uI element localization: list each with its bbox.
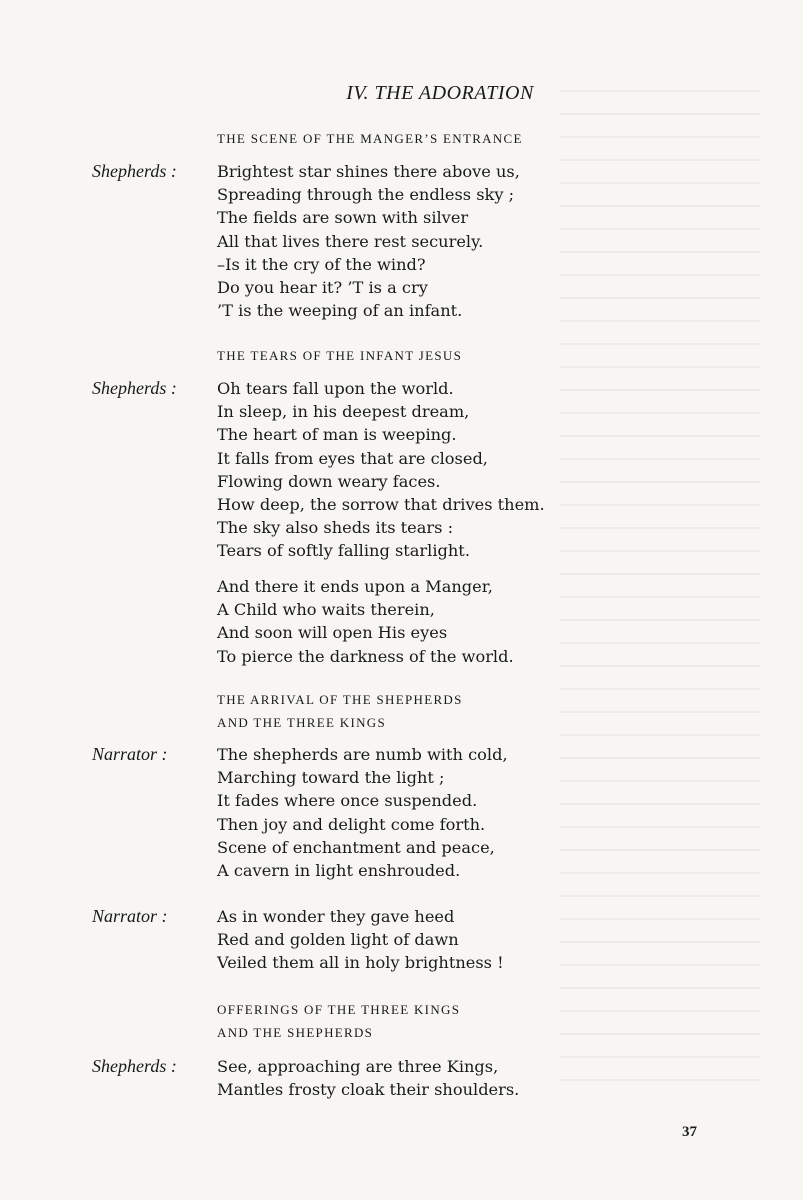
verse-line: Flowing down weary faces. — [217, 471, 441, 491]
verse-block — [217, 377, 687, 563]
heading-line: AND THE SHEPHERDS — [217, 1025, 374, 1040]
verse-line: A Child who waits therein, — [217, 600, 435, 620]
verse-line: To pierce the darkness of the world. — [217, 646, 514, 666]
verse-line: Red and golden light of dawn — [217, 930, 459, 950]
section-heading — [217, 688, 463, 734]
verse-line: Then joy and delight come forth. — [217, 814, 486, 834]
verse-line: The sky also sheds its tears : — [217, 518, 454, 538]
verse-block — [217, 905, 687, 975]
verse-line: How deep, the sorrow that drives them. — [217, 495, 545, 515]
verse-line: It falls from eyes that are closed, — [217, 448, 488, 468]
verse-line: In sleep, in his deepest dream, — [217, 402, 470, 422]
verse-line: Marching toward the light ; — [217, 768, 445, 788]
section-heading — [217, 344, 462, 367]
verse-block — [217, 743, 687, 882]
heading-line: OFFERINGS OF THE THREE KINGS — [217, 1002, 461, 1017]
verse-line: A cavern in light enshrouded. — [217, 861, 461, 881]
verse-line: Veiled them all in holy brightness ! — [217, 953, 504, 973]
heading-line: AND THE THREE KINGS — [217, 715, 387, 730]
section-heading — [217, 127, 523, 150]
verse-line: All that lives there rest securely. — [217, 231, 484, 251]
speaker-label: Shepherds : — [92, 161, 177, 181]
verse-line: And there it ends upon a Manger, — [217, 577, 493, 596]
verse-line: As in wonder they gave heed — [217, 907, 455, 926]
speaker-label: Narrator : — [92, 906, 168, 926]
verse-block — [217, 1055, 687, 1101]
verse-line: Brightest star shines there above us, — [217, 162, 520, 181]
verse-line: Oh tears fall upon the world. — [217, 379, 454, 398]
heading-line: THE ARRIVAL OF THE SHEPHERDS — [217, 692, 463, 707]
verse-line: Mantles frosty cloak their shoulders. — [217, 1080, 520, 1100]
verse-line: The shepherds are numb with cold, — [217, 745, 508, 764]
verse-line: See, approaching are three Kings, — [217, 1057, 499, 1076]
speaker-label: Shepherds : — [92, 1056, 177, 1076]
verse-block — [217, 575, 687, 668]
section-heading — [217, 998, 460, 1044]
page-number: 37 — [682, 1124, 697, 1140]
verse-line: The heart of man is weeping. — [217, 425, 457, 445]
verse-line: And soon will open His eyes — [217, 623, 448, 643]
speaker-label: Shepherds : — [92, 378, 177, 398]
verse-line: Spreading through the endless sky ; — [217, 185, 515, 205]
page-title: IV. THE ADORATION — [346, 82, 534, 104]
verse-line: Tears of softly falling starlight. — [217, 541, 470, 561]
verse-line: Do you hear it? ’T is a cry — [217, 278, 428, 298]
verse-line: Scene of enchantment and peace, — [217, 837, 495, 857]
verse-line: ’T is the weeping of an infant. — [217, 301, 463, 321]
verse-line: The fields are sown with silver — [217, 208, 469, 228]
speaker-label: Narrator : — [92, 744, 168, 764]
heading-line: THE TEARS OF THE INFANT JESUS — [217, 348, 463, 363]
verse-line: It fades where once suspended. — [217, 791, 478, 811]
verse-block — [217, 160, 687, 322]
heading-line: THE SCENE OF THE MANGER’S ENTRANCE — [217, 131, 523, 146]
verse-line: –Is it the cry of the wind? — [217, 254, 426, 274]
